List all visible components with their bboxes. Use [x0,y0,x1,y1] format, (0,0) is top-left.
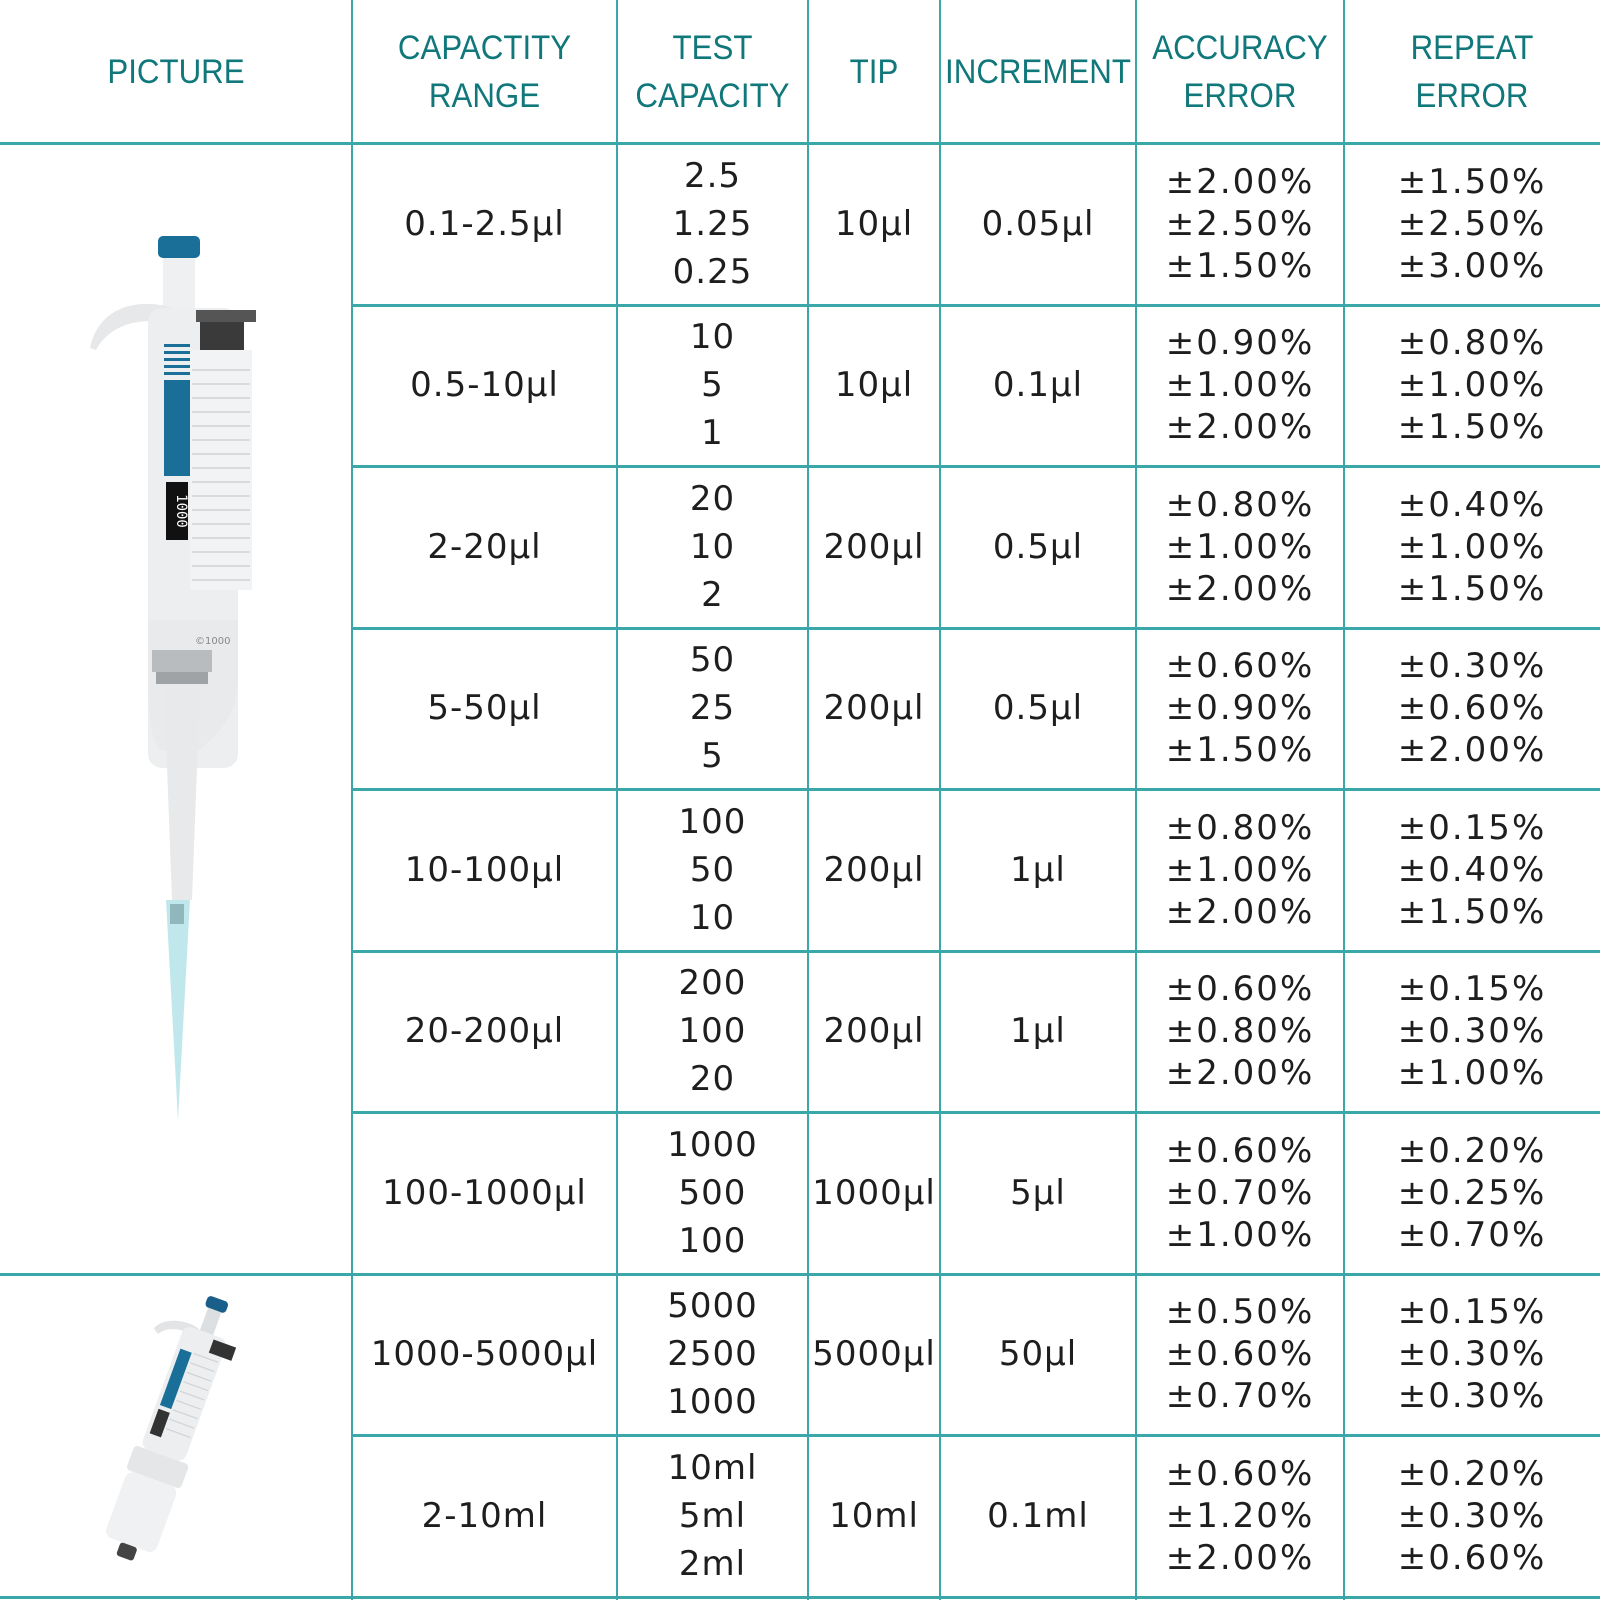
test-capacity-cell-value: 1000 [667,1382,758,1423]
increment-cell-value: 0.5µl [992,526,1084,567]
increment-cell [940,466,1136,628]
repeat-error-cell-value: ±0.30% [1397,1011,1547,1052]
test-capacity-cell-value: 100 [678,1220,747,1261]
accuracy-error-cell [1136,951,1344,1113]
accuracy-error-cell-value: ±2.00% [1165,1537,1315,1578]
header-label-line: TEST [672,28,753,67]
repeat-error-cell-value: ±1.00% [1397,365,1547,406]
test-capacity-cell-value: 50 [689,640,736,681]
increment-cell-value: 0.1ml [987,1495,1089,1536]
header-label-line: CAPACTITY [397,28,572,67]
increment-cell-value: 0.5µl [992,688,1084,729]
tip-cell [808,305,940,467]
tip-cell [808,628,940,790]
test-capacity-cell-value: 0.25 [672,251,753,292]
test-capacity-cell-value: 5 [701,736,724,777]
accuracy-error-cell-value: ±2.50% [1165,203,1315,244]
pipette-10ml-image [60,1280,260,1590]
accuracy-error-cell-value: ±1.00% [1165,849,1315,890]
increment-cell-value: 1µl [1010,1011,1066,1052]
tip-cell-value: 5000µl [812,1334,936,1375]
test-capacity-cell [617,466,808,628]
test-capacity-cell-value: 25 [689,688,736,729]
repeat-error-cell-value: ±0.30% [1397,1334,1547,1375]
increment-cell [940,789,1136,951]
capacity-range-cell [352,628,617,790]
repeat-error-cell [1344,305,1600,467]
capacity-range-cell-value: 0.5-10µl [410,365,559,406]
accuracy-error-cell-value: ±0.60% [1165,1334,1315,1375]
capacity-range-cell-value: 20-200µl [404,1011,565,1052]
increment-cell [940,305,1136,467]
increment-cell-value: 0.05µl [981,203,1095,244]
repeat-error-cell-value: ±0.40% [1397,484,1547,525]
accuracy-error-cell-value: ±0.70% [1165,1172,1315,1213]
accuracy-error-cell-value: ±2.00% [1165,891,1315,932]
test-capacity-cell [617,305,808,467]
tip-cell [808,951,940,1113]
header-label-line: INCREMENT [945,52,1131,91]
tip-cell-value: 200µl [823,688,925,729]
tip-cell [808,143,940,305]
repeat-error-cell-value: ±0.30% [1397,646,1547,687]
increment-cell [940,143,1136,305]
increment-cell [940,951,1136,1113]
svg-text:1000: 1000 [173,494,189,528]
capacity-range-cell-value: 1000-5000µl [370,1334,599,1375]
tip-cell [808,466,940,628]
test-capacity-cell-value: 10 [689,526,736,567]
repeat-error-cell-value: ±1.50% [1397,891,1547,932]
repeat-error-cell-value: ±0.30% [1397,1495,1547,1536]
test-capacity-cell-value: 2ml [678,1543,747,1584]
accuracy-error-cell [1136,1274,1344,1436]
capacity-range-cell-value: 10-100µl [404,849,565,890]
accuracy-error-cell [1136,1435,1344,1597]
capacity-range-cell [352,1274,617,1436]
tip-cell-value: 10µl [834,203,914,244]
capacity-range-cell [352,1112,617,1274]
increment-cell [940,1274,1136,1436]
accuracy-error-cell-value: ±0.50% [1165,1292,1315,1333]
header-accuracy-error [1144,0,1335,143]
capacity-range-cell-value: 100-1000µl [382,1172,587,1213]
capacity-range-cell [352,1435,617,1597]
increment-cell [940,628,1136,790]
test-capacity-cell-value: 50 [689,849,736,890]
accuracy-error-cell-value: ±2.00% [1165,568,1315,609]
pipette-icon [60,180,300,1160]
repeat-error-cell-value: ±1.00% [1397,1053,1547,1094]
test-capacity-cell-value: 100 [678,1011,747,1052]
tip-cell [808,789,940,951]
repeat-error-cell [1344,789,1600,951]
tip-cell-value: 200µl [823,526,925,567]
repeat-error-cell [1344,1435,1600,1597]
repeat-error-cell-value: ±1.50% [1397,407,1547,448]
repeat-error-cell-value: ±0.20% [1397,1453,1547,1494]
header-label-line: CAPACITY [635,76,790,115]
test-capacity-cell-value: 2500 [667,1334,758,1375]
capacity-range-cell-value: 0.1-2.5µl [404,203,565,244]
accuracy-error-cell-value: ±2.00% [1165,161,1315,202]
increment-cell [940,1435,1136,1597]
pipette-large-icon [60,1280,260,1590]
test-capacity-cell-value: 500 [678,1172,747,1213]
header-label-line: PICTURE [107,52,245,91]
test-capacity-cell-value: 10 [689,317,736,358]
repeat-error-cell-value: ±1.50% [1397,568,1547,609]
capacity-range-cell [352,789,617,951]
accuracy-error-cell-value: ±0.60% [1165,646,1315,687]
capacity-range-cell [352,305,617,467]
repeat-error-cell [1344,466,1600,628]
tip-cell-value: 200µl [823,849,925,890]
accuracy-error-cell-value: ±0.60% [1165,1453,1315,1494]
tip-cell-value: 10µl [834,365,914,406]
repeat-error-cell-value: ±0.20% [1397,1130,1547,1171]
capacity-range-cell-value: 5-50µl [427,688,542,729]
header-label-line: ACCURACY [1152,28,1328,67]
test-capacity-cell-value: 20 [689,478,736,519]
pipette-1000-image [60,180,300,1160]
test-capacity-cell-value: 1000 [667,1124,758,1165]
capacity-range-cell-value: 2-10ml [421,1495,548,1536]
accuracy-error-cell-value: ±0.60% [1165,1130,1315,1171]
increment-cell-value: 50µl [998,1334,1078,1375]
header-label-line: RANGE [428,76,541,115]
repeat-error-cell-value: ±2.00% [1397,730,1547,771]
test-capacity-cell [617,951,808,1113]
accuracy-error-cell-value: ±0.80% [1165,807,1315,848]
repeat-error-cell-value: ±0.30% [1397,1376,1547,1417]
tip-cell-value: 200µl [823,1011,925,1052]
accuracy-error-cell-value: ±1.00% [1165,526,1315,567]
repeat-error-cell [1344,951,1600,1113]
repeat-error-cell-value: ±0.70% [1397,1214,1547,1255]
capacity-range-cell [352,951,617,1113]
test-capacity-cell-value: 100 [678,801,747,842]
test-capacity-cell-value: 10ml [667,1447,758,1488]
test-capacity-cell-value: 5ml [678,1495,747,1536]
svg-text:©1000: ©1000 [195,636,231,647]
repeat-error-cell-value: ±0.15% [1397,1292,1547,1333]
accuracy-error-cell [1136,789,1344,951]
test-capacity-cell-value: 200 [678,963,747,1004]
tip-cell [808,1112,940,1274]
test-capacity-cell-value: 5000 [667,1286,758,1327]
accuracy-error-cell [1136,466,1344,628]
accuracy-error-cell-value: ±0.70% [1165,1376,1315,1417]
accuracy-error-cell-value: ±2.00% [1165,1053,1315,1094]
repeat-error-cell-value: ±1.50% [1397,161,1547,202]
repeat-error-cell-value: ±0.40% [1397,849,1547,890]
accuracy-error-cell-value: ±0.90% [1165,323,1315,364]
header-repeat-error [1354,0,1590,143]
repeat-error-cell [1344,1112,1600,1274]
header-label-line: TIP [849,52,899,91]
test-capacity-cell-value: 2.5 [683,155,742,196]
tip-cell [808,1274,940,1436]
tip-cell-value: 10ml [829,1495,919,1536]
increment-cell-value: 5µl [1010,1172,1066,1213]
header-label-line: ERROR [1415,76,1529,115]
test-capacity-cell [617,1274,808,1436]
header-increment [945,0,1131,143]
tip-cell [808,1435,940,1597]
repeat-error-cell-value: ±0.25% [1397,1172,1547,1213]
accuracy-error-cell [1136,1112,1344,1274]
repeat-error-cell-value: ±0.15% [1397,969,1547,1010]
accuracy-error-cell-value: ±0.80% [1165,1011,1315,1052]
header-tip [813,0,934,143]
repeat-error-cell-value: ±2.50% [1397,203,1547,244]
repeat-error-cell-value: ±0.60% [1397,1537,1547,1578]
repeat-error-cell [1344,628,1600,790]
repeat-error-cell-value: ±0.60% [1397,688,1547,729]
test-capacity-cell [617,628,808,790]
accuracy-error-cell [1136,628,1344,790]
accuracy-error-cell-value: ±1.00% [1165,1214,1315,1255]
increment-cell-value: 1µl [1010,849,1066,890]
accuracy-error-cell-value: ±1.50% [1165,245,1315,286]
test-capacity-cell-value: 1 [701,413,724,454]
accuracy-error-cell [1136,143,1344,305]
test-capacity-cell [617,143,808,305]
test-capacity-cell-value: 2 [701,574,724,615]
accuracy-error-cell-value: ±1.50% [1165,730,1315,771]
header-test-capacity [625,0,801,143]
tip-cell-value: 1000µl [812,1172,936,1213]
increment-cell [940,1112,1136,1274]
repeat-error-cell-value: ±0.15% [1397,807,1547,848]
header-label-line: ERROR [1183,76,1297,115]
test-capacity-cell-value: 20 [689,1059,736,1100]
test-capacity-cell [617,789,808,951]
capacity-range-cell [352,143,617,305]
header-picture [14,0,338,143]
test-capacity-cell-value: 10 [689,897,736,938]
test-capacity-cell-value: 1.25 [672,203,753,244]
increment-cell-value: 0.1µl [992,365,1084,406]
test-capacity-cell [617,1112,808,1274]
test-capacity-cell-value: 5 [701,365,724,406]
repeat-error-cell-value: ±1.00% [1397,526,1547,567]
repeat-error-cell-value: ±0.80% [1397,323,1547,364]
repeat-error-cell-value: ±3.00% [1397,245,1547,286]
capacity-range-cell-value: 2-20µl [427,526,542,567]
repeat-error-cell [1344,1274,1600,1436]
header-label-line: REPEAT [1410,28,1534,67]
accuracy-error-cell-value: ±0.60% [1165,969,1315,1010]
accuracy-error-cell-value: ±1.00% [1165,365,1315,406]
test-capacity-cell [617,1435,808,1597]
accuracy-error-cell-value: ±1.20% [1165,1495,1315,1536]
capacity-range-cell [352,466,617,628]
accuracy-error-cell-value: ±2.00% [1165,407,1315,448]
header-capacity-range [363,0,607,143]
accuracy-error-cell-value: ±0.80% [1165,484,1315,525]
accuracy-error-cell [1136,305,1344,467]
accuracy-error-cell-value: ±0.90% [1165,688,1315,729]
repeat-error-cell [1344,143,1600,305]
